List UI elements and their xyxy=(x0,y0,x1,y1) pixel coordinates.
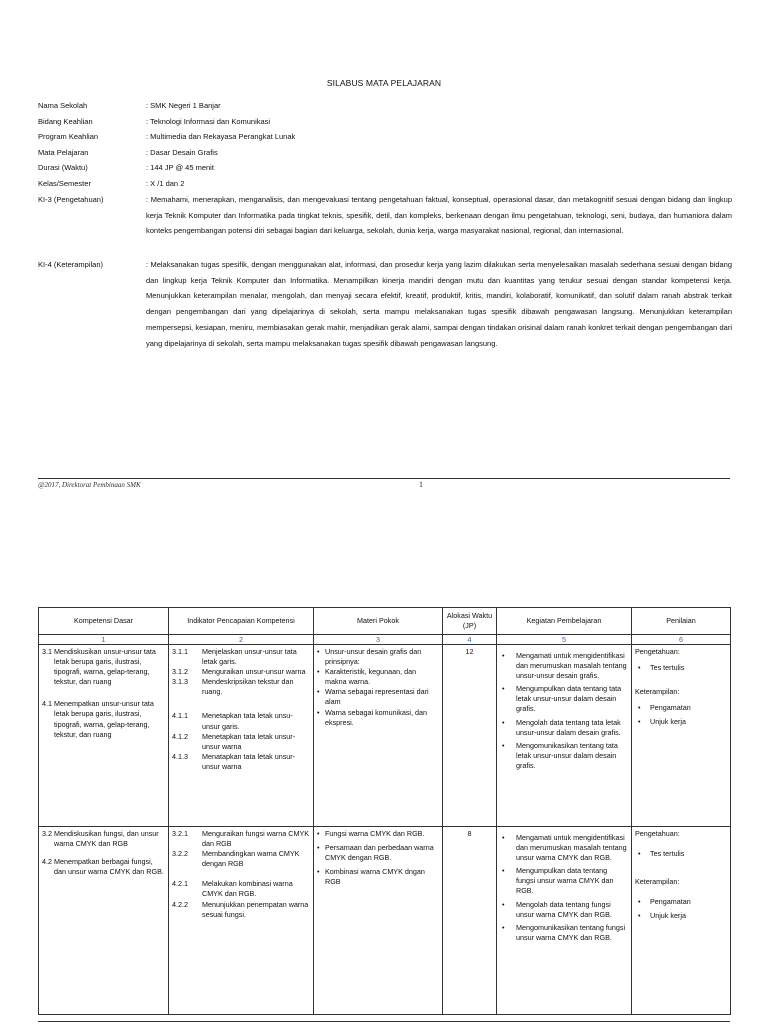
indicator-text: Menjelaskan unsur-unsur tata letak garis. xyxy=(202,647,297,667)
kd-text: Menempatkan unsur-unsur tata letak berupa garis, ilustrasi, tipografi, warna, gelap-terang, tekstur, dan ruang xyxy=(54,699,154,739)
indicator-number: 3.1.2 xyxy=(172,667,188,677)
penilaian-item: Unjuk kerja xyxy=(650,911,686,921)
indicator-item xyxy=(172,752,310,772)
kd-cell xyxy=(39,827,169,1015)
list-item xyxy=(635,663,727,673)
indicator-number: 4.1.3 xyxy=(172,751,188,761)
column-number: 5 xyxy=(497,635,632,645)
indicator-text: Menunjukkan penempatan warna sesuai fungsi. xyxy=(202,899,309,919)
bullet-icon: • xyxy=(502,684,505,694)
kd-text: Mendiskusikan unsur-unsur tata letak berupa garis, ilustrasi, tipografi, warna, gelap-terang, tekstur, dan ruang xyxy=(54,647,156,687)
materi-text: Karakteristik, kegunaan, dan makna warna. xyxy=(325,667,417,687)
bullet-icon: • xyxy=(317,707,320,717)
bullet-icon: • xyxy=(317,647,320,656)
bullet-icon: • xyxy=(317,867,320,877)
list-item xyxy=(500,741,628,771)
materi-text: Kombinasi warna CMYK dngan RGB xyxy=(325,867,425,887)
info-value: : Dasar Desain Grafis xyxy=(146,147,218,157)
indicator-text: Menetapkan tata letak unsur-unsur warna xyxy=(202,731,296,751)
table-row xyxy=(39,645,731,827)
list-item xyxy=(500,651,628,681)
indicator-item xyxy=(172,849,310,869)
page-number: 1 xyxy=(419,480,423,489)
list-item xyxy=(635,703,727,713)
list-item xyxy=(317,667,439,687)
indicator-text: Menatapkan tata letak unsur-unsur warna xyxy=(202,751,296,771)
list-item xyxy=(317,829,439,839)
list-item xyxy=(500,833,628,863)
indicator-cell xyxy=(169,645,314,827)
ki3-text: : Memahami, menerapkan, menganalisis, dan mengevaluasi tentang pengetahuan faktual, konseptual, operasional dasar, dan metakognitif sesuai dengan bidang dan lingkup kerja Teknik Komputer dan Informatika pada tingkat teknis, spesifik, detil, dan kompleks, berkenaan dengan ilmu pengetahuan, teknologi, seni, budaya, dan humaniora dalam konteks pengembangan potensi diri sebagai bagian dari keluarga, sekolah, dunia kerja, warga masyarakat nasional, regional, dan internasional. xyxy=(146,195,732,236)
bullet-icon: • xyxy=(317,687,320,697)
footer-copyright: @2017, Direktorat Pembinaan SMK xyxy=(38,481,141,489)
ki3-label: KI-3 (Pengetahuan) xyxy=(38,195,104,204)
indicator-item xyxy=(172,900,310,920)
alokasi-cell: 12 xyxy=(443,645,497,827)
list-item xyxy=(635,897,727,907)
kegiatan-text: Mengomunikasikan tentang tata letak unsur-unsur dalam desain grafis. xyxy=(516,740,618,770)
info-value: : X /1 dan 2 xyxy=(146,178,185,188)
indicator-number: 3.2.2 xyxy=(172,849,188,859)
header-indikator: Indikator Pencapaian Kompetensi xyxy=(169,608,314,635)
bullet-icon: • xyxy=(502,866,505,876)
penilaian-item: Pengamatan xyxy=(650,703,691,713)
indicator-text: Menguraikan fungsi warna CMYK dan RGB xyxy=(202,829,310,849)
indicator-item xyxy=(172,667,310,677)
indicator-item xyxy=(172,879,310,899)
penilaian-label: Keterampilan: xyxy=(635,687,680,697)
kegiatan-cell xyxy=(497,827,632,1015)
info-row-program xyxy=(38,129,732,145)
column-number: 4 xyxy=(443,635,497,645)
list-item xyxy=(500,923,628,943)
bullet-icon: • xyxy=(638,897,641,907)
bullet-icon: • xyxy=(317,667,320,677)
indicator-text: Melakukan kombinasi warna CMYK dan RGB. xyxy=(202,879,293,899)
bullet-icon: • xyxy=(502,651,505,660)
kegiatan-text: Mengamati untuk mengidentifikasi dan merumuskan masalah tentang unsur-unsur desain grafis. xyxy=(516,651,627,681)
indicator-text: Menetapkan tata letak unsu-unsur garis. xyxy=(202,711,293,731)
list-item xyxy=(500,900,628,920)
header-alokasi-waktu: Alokasi Waktu (JP) xyxy=(443,608,497,635)
indicator-item xyxy=(172,732,310,752)
column-number-row xyxy=(39,635,731,645)
info-value: : Teknologi Informasi dan Komunikasi xyxy=(146,116,271,126)
penilaian-label: Keterampilan: xyxy=(635,877,680,887)
penilaian-cell xyxy=(632,645,731,827)
kegiatan-text: Mengumpulkan data tentang tata letak unsur-unsur dalam desain grafis. xyxy=(516,684,622,714)
bullet-icon: • xyxy=(638,911,641,921)
kd-number: 3.2 xyxy=(42,829,52,838)
indicator-number: 3.2.1 xyxy=(172,829,188,838)
bullet-icon: • xyxy=(638,703,641,713)
kd-item xyxy=(42,699,165,739)
list-item xyxy=(317,647,439,667)
materi-text: Warna sebagai komunikasi, dan ekspresi. xyxy=(325,707,428,727)
document-title: SILABUS MATA PELAJARAN xyxy=(326,78,442,88)
kegiatan-cell xyxy=(497,645,632,827)
kd-number: 4.1 xyxy=(42,699,52,709)
indicator-text: Membandingkan warna CMYK dengan RGB xyxy=(202,849,300,869)
syllabus-table xyxy=(38,607,731,1015)
materi-cell xyxy=(314,645,443,827)
indicator-number: 3.1.3 xyxy=(172,677,188,687)
footer-divider xyxy=(38,478,730,479)
indicator-text: Mendeskripsikan tekstur dan ruang. xyxy=(202,677,294,697)
info-label: Program Keahlian xyxy=(38,132,99,142)
info-label: Kelas/Semester xyxy=(38,178,91,188)
column-number: 1 xyxy=(39,635,169,645)
bullet-icon: • xyxy=(638,717,641,727)
indicator-item xyxy=(172,829,310,849)
bullet-icon: • xyxy=(638,663,641,673)
list-item xyxy=(317,867,439,887)
info-label: Durasi (Waktu) xyxy=(38,163,88,173)
kd-cell xyxy=(39,645,169,827)
info-row-class xyxy=(38,176,732,192)
kegiatan-text: Mengolah data tentang fungsi unsur warna CMYK dan RGB. xyxy=(516,899,612,919)
materi-text: Unsur-unsur desain grafis dan prinsipnya: xyxy=(325,647,422,667)
table-header-row xyxy=(39,608,731,635)
penilaian-label: Pengetahuan: xyxy=(635,647,680,656)
indicator-item xyxy=(172,711,310,731)
materi-text: Fungsi warna CMYK dan RGB. xyxy=(325,829,425,838)
bullet-icon: • xyxy=(502,833,505,842)
bullet-icon: • xyxy=(502,740,505,750)
materi-cell xyxy=(314,827,443,1015)
materi-text: Persamaan dan perbedaan warna CMYK dengan RGB. xyxy=(325,843,434,863)
list-item xyxy=(635,849,727,859)
kd-item xyxy=(42,829,165,849)
ki4-label: KI-4 (Keterampilan) xyxy=(38,260,104,269)
indicator-number: 3.1.1 xyxy=(172,647,188,656)
indicator-number: 4.1.2 xyxy=(172,731,188,741)
ki4-text: : Melaksanakan tugas spesifik, dengan menggunakan alat, informasi, dan prosedur kerja yang lazim dilakukan serta menyelesaikan masalah sederhana sesuai dengan bidang dan lingkup kerja Teknik Komputer dan Informatika. Menampilkan kinerja mandiri dengan mutu dan kuantitas yang terukur sesuai dengan standar kompetensi kerja. Menunjukkan keterampilan menalar, mengolah, dan menyaji secara efektif, kreatif, produktif, kritis, mandiri, kolaboratif, komunikatif, dan solutif dalam ranah abstrak terkait dengan pengembangan dari yang dipelajarinya di sekolah, serta mampu melaksanakan tugas spesifik dibawah pengawasan langsung. Menunjukkan keterampilan mempersepsi, kesiapan, meniru, membiasakan gerak mahir, menjadikan gerak alami, sampai dengan tindakan orisinal dalam ranah konkret terkait dengan pengembangan dari yang dipelajarinya di sekolah, serta mampu melaksanakan tugas spesifik dibawah pengawasan langsung. xyxy=(146,260,732,348)
identity-section xyxy=(38,98,732,192)
penilaian-item: Tes tertulis xyxy=(650,849,685,859)
bullet-icon: • xyxy=(502,717,505,727)
header-kegiatan: Kegiatan Pembelajaran xyxy=(497,608,632,635)
kegiatan-text: Mengamati untuk mengidentifikasi dan merumuskan masalah tentang unsur warna CMYK dan RGB. xyxy=(516,833,627,863)
info-label: Mata Pelajaran xyxy=(38,147,89,157)
column-number: 2 xyxy=(169,635,314,645)
materi-text: Warna sebagai representasi dari alam xyxy=(325,687,429,707)
list-item xyxy=(635,911,727,921)
info-row-duration xyxy=(38,160,732,176)
bullet-icon: • xyxy=(502,899,505,909)
ki3-section xyxy=(38,192,732,239)
column-number: 6 xyxy=(632,635,731,645)
bullet-icon: • xyxy=(317,829,320,838)
kd-text: Menempatkan berbagai fungsi, dan unsur warna CMYK dan RGB. xyxy=(54,857,164,877)
list-item xyxy=(500,866,628,896)
penilaian-cell xyxy=(632,827,731,1015)
kd-number: 4.2 xyxy=(42,857,52,867)
info-value: : 144 JP @ 45 menit xyxy=(146,163,214,173)
alokasi-cell: 8 xyxy=(443,827,497,1015)
info-row-subject xyxy=(38,145,732,161)
list-item xyxy=(317,687,439,707)
penilaian-label: Pengetahuan: xyxy=(635,829,680,838)
indicator-item xyxy=(172,677,310,697)
indicator-number: 4.2.1 xyxy=(172,879,188,889)
header-materi-pokok: Materi Pokok xyxy=(314,608,443,635)
kd-text: Mendiskusikan fungsi, dan unsur warna CMYK dan RGB xyxy=(54,829,159,849)
penilaian-item: Pengamatan xyxy=(650,897,691,907)
kd-item xyxy=(42,857,165,877)
indicator-cell xyxy=(169,827,314,1015)
list-item xyxy=(635,717,727,727)
list-item xyxy=(317,843,439,863)
ki4-section xyxy=(38,257,732,351)
list-item xyxy=(500,684,628,714)
penilaian-item: Unjuk kerja xyxy=(650,717,686,727)
bullet-icon: • xyxy=(317,843,320,853)
kd-item xyxy=(42,647,165,687)
info-label: Nama Sekolah xyxy=(38,101,88,110)
list-item xyxy=(500,718,628,738)
info-row-school xyxy=(38,98,732,114)
bullet-icon: • xyxy=(638,849,641,859)
indicator-number: 4.1.1 xyxy=(172,711,188,721)
column-number: 3 xyxy=(314,635,443,645)
info-value: : SMK Negeri 1 Banjar xyxy=(146,101,221,110)
kegiatan-text: Mengomunikasikan tentang fungsi unsur warna CMYK dan RGB. xyxy=(516,922,626,942)
header-kompetensi-dasar: Kompetensi Dasar xyxy=(39,608,169,635)
penilaian-item: Tes tertulis xyxy=(650,663,685,673)
kd-number: 3.1 xyxy=(42,647,52,656)
info-row-field xyxy=(38,114,732,130)
indicator-number: 4.2.2 xyxy=(172,899,188,909)
info-value: : Multimedia dan Rekayasa Perangkat Lunak xyxy=(146,132,296,142)
bottom-divider xyxy=(38,1021,730,1022)
indicator-item xyxy=(172,647,310,667)
header-penilaian: Penilaian xyxy=(632,608,731,635)
kegiatan-text: Mengolah data tentang tata letak unsur-unsur dalam desain grafis. xyxy=(516,717,621,737)
list-item xyxy=(317,708,439,728)
kegiatan-text: Mengumpulkan data tentang fungsi unsur warna CMYK dan RGB. xyxy=(516,866,614,896)
bullet-icon: • xyxy=(502,922,505,932)
indicator-text: Menguraikan unsur-unsur warna xyxy=(202,667,306,677)
table-row xyxy=(39,827,731,1015)
info-label: Bidang Keahlian xyxy=(38,116,93,126)
